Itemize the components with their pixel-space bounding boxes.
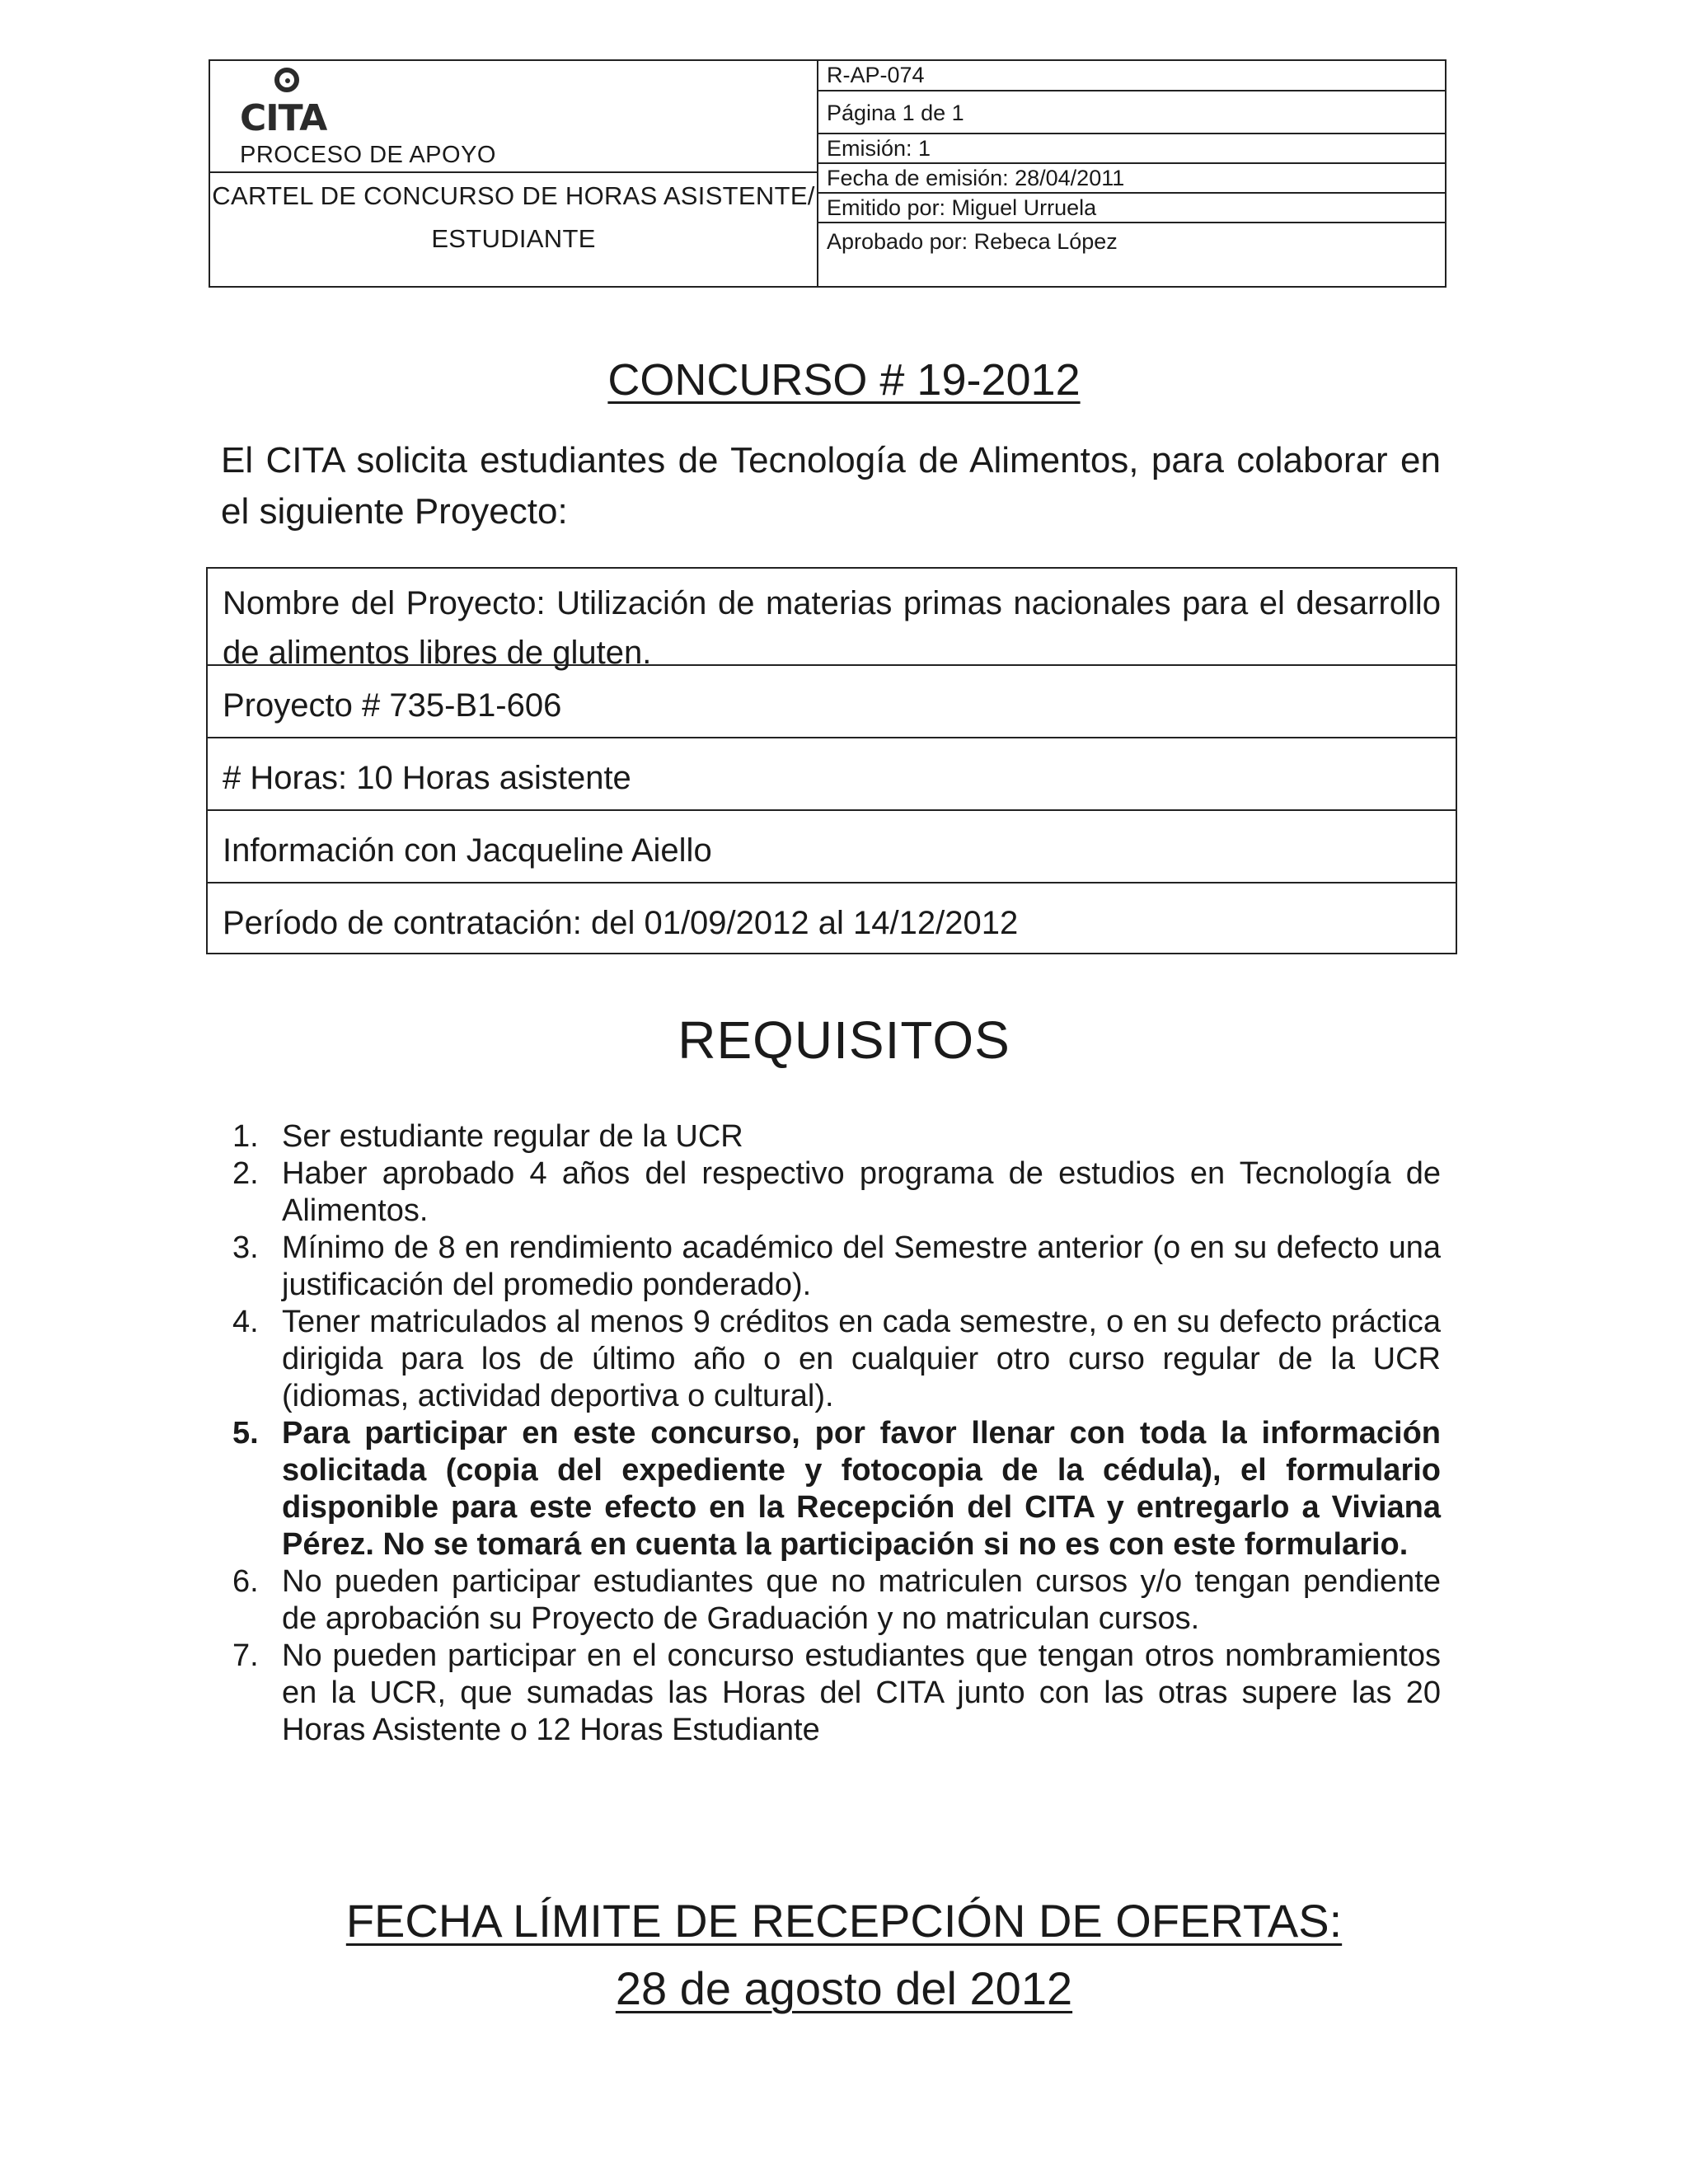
project-name-row (208, 569, 1456, 671)
doc-code: R-AP-074 (818, 61, 1445, 91)
requirement-text: Ser estudiante regular de la UCR (282, 1119, 743, 1154)
requirement-item (221, 1415, 1441, 1563)
deadline-block (0, 1887, 1688, 2022)
requirements-list (221, 1118, 1441, 1749)
project-number-row (208, 666, 1456, 738)
requirement-text: No pueden participar estudiantes que no matriculen cursos y/o tengan pendiente de aprobación su Proyecto de Graduación y no matriculan cursos. (282, 1564, 1441, 1636)
project-table (206, 567, 1457, 954)
project-contact: Información con Jacqueline Aiello (223, 832, 712, 869)
requirement-item (221, 1638, 1441, 1749)
requirement-number: 2. (232, 1156, 259, 1191)
project-period-row (208, 883, 1456, 953)
document-header-table (209, 59, 1447, 288)
requirement-number: 6. (232, 1564, 259, 1599)
requirement-number: 4. (232, 1305, 259, 1339)
requirement-number: 5. (232, 1416, 259, 1451)
contest-title: CONCURSO # 19-2012 (607, 355, 1081, 405)
deadline-date: 28 de agosto del 2012 (615, 1962, 1073, 2014)
requirement-item (221, 1155, 1441, 1230)
project-hours: # Horas: 10 Horas asistente (223, 760, 631, 796)
requirement-number: 7. (232, 1638, 259, 1673)
page-number: Página 1 de 1 (818, 91, 1445, 134)
requirement-number: 1. (232, 1119, 259, 1154)
header-left-column (210, 61, 818, 286)
header-logo-cell (210, 61, 817, 173)
document-title-line-1: CARTEL DE CONCURSO DE HORAS ASISTENTE/ (212, 181, 815, 210)
project-number: Proyecto # 735-B1-606 (223, 687, 562, 724)
emission-date: Fecha de emisión: 28/04/2011 (818, 164, 1445, 194)
emission: Emisión: 1 (818, 134, 1445, 164)
header-meta-column (818, 61, 1445, 286)
requirement-item (221, 1230, 1441, 1304)
logo-ring-icon (274, 68, 299, 92)
requirements-title: REQUISITOS (678, 1010, 1010, 1070)
cita-logo (240, 68, 339, 142)
requirement-number: 3. (232, 1230, 259, 1265)
requirement-text: Para participar en este concurso, por favor llenar con toda la información solicitada (copia del expediente y fotocopia de la cédula), el formulario disponible para este efecto en la Recepción del CITA y entregarlo a Viviana Pérez. No se tomará en cuenta la participación si no es con este formulario. (282, 1416, 1441, 1562)
requirement-item (221, 1118, 1441, 1155)
logo-text: CITA (240, 97, 327, 139)
project-contact-row (208, 811, 1456, 883)
intro-paragraph: El CITA solicita estudiantes de Tecnología de Alimentos, para colaborar en el siguiente Proyecto: (221, 440, 1441, 532)
requirement-item (221, 1563, 1441, 1638)
document-title (210, 175, 817, 260)
requirement-text: Mínimo de 8 en rendimiento académico del Semestre anterior (o en su defecto una justificación del promedio ponderado). (282, 1230, 1441, 1302)
project-name: Nombre del Proyecto: Utilización de materias primas nacionales para el desarrollo de alimentos libres de gluten. (223, 585, 1441, 671)
requirement-item (221, 1304, 1441, 1415)
requirement-text: Haber aprobado 4 años del respectivo programa de estudios en Tecnología de Alimentos. (282, 1156, 1441, 1228)
project-period: Período de contratación: del 01/09/2012 al 14/12/2012 (223, 905, 1019, 941)
project-hours-row (208, 738, 1456, 811)
approved-by: Aprobado por: Rebeca López (827, 229, 1118, 254)
requirement-text: Tener matriculados al menos 9 créditos en cada semestre, o en su defecto práctica dirigida para los de último año o en cualquier otro curso regular de la UCR (idiomas, actividad deportiva o cultural). (282, 1305, 1441, 1413)
deadline-label: FECHA LÍMITE DE RECEPCIÓN DE OFERTAS: (345, 1895, 1343, 1947)
requirement-text: No pueden participar en el concurso estudiantes que tengan otros nombramientos en la UCR, que sumadas las Horas del CITA junto con las otras supere las 20 Horas Asistente o 12 Horas Estudiante (282, 1638, 1441, 1747)
document-title-line-2: ESTUDIANTE (431, 224, 596, 253)
process-label: PROCESO DE APOYO (240, 142, 496, 168)
issued-by: Emitido por: Miguel Urruela (818, 194, 1445, 223)
